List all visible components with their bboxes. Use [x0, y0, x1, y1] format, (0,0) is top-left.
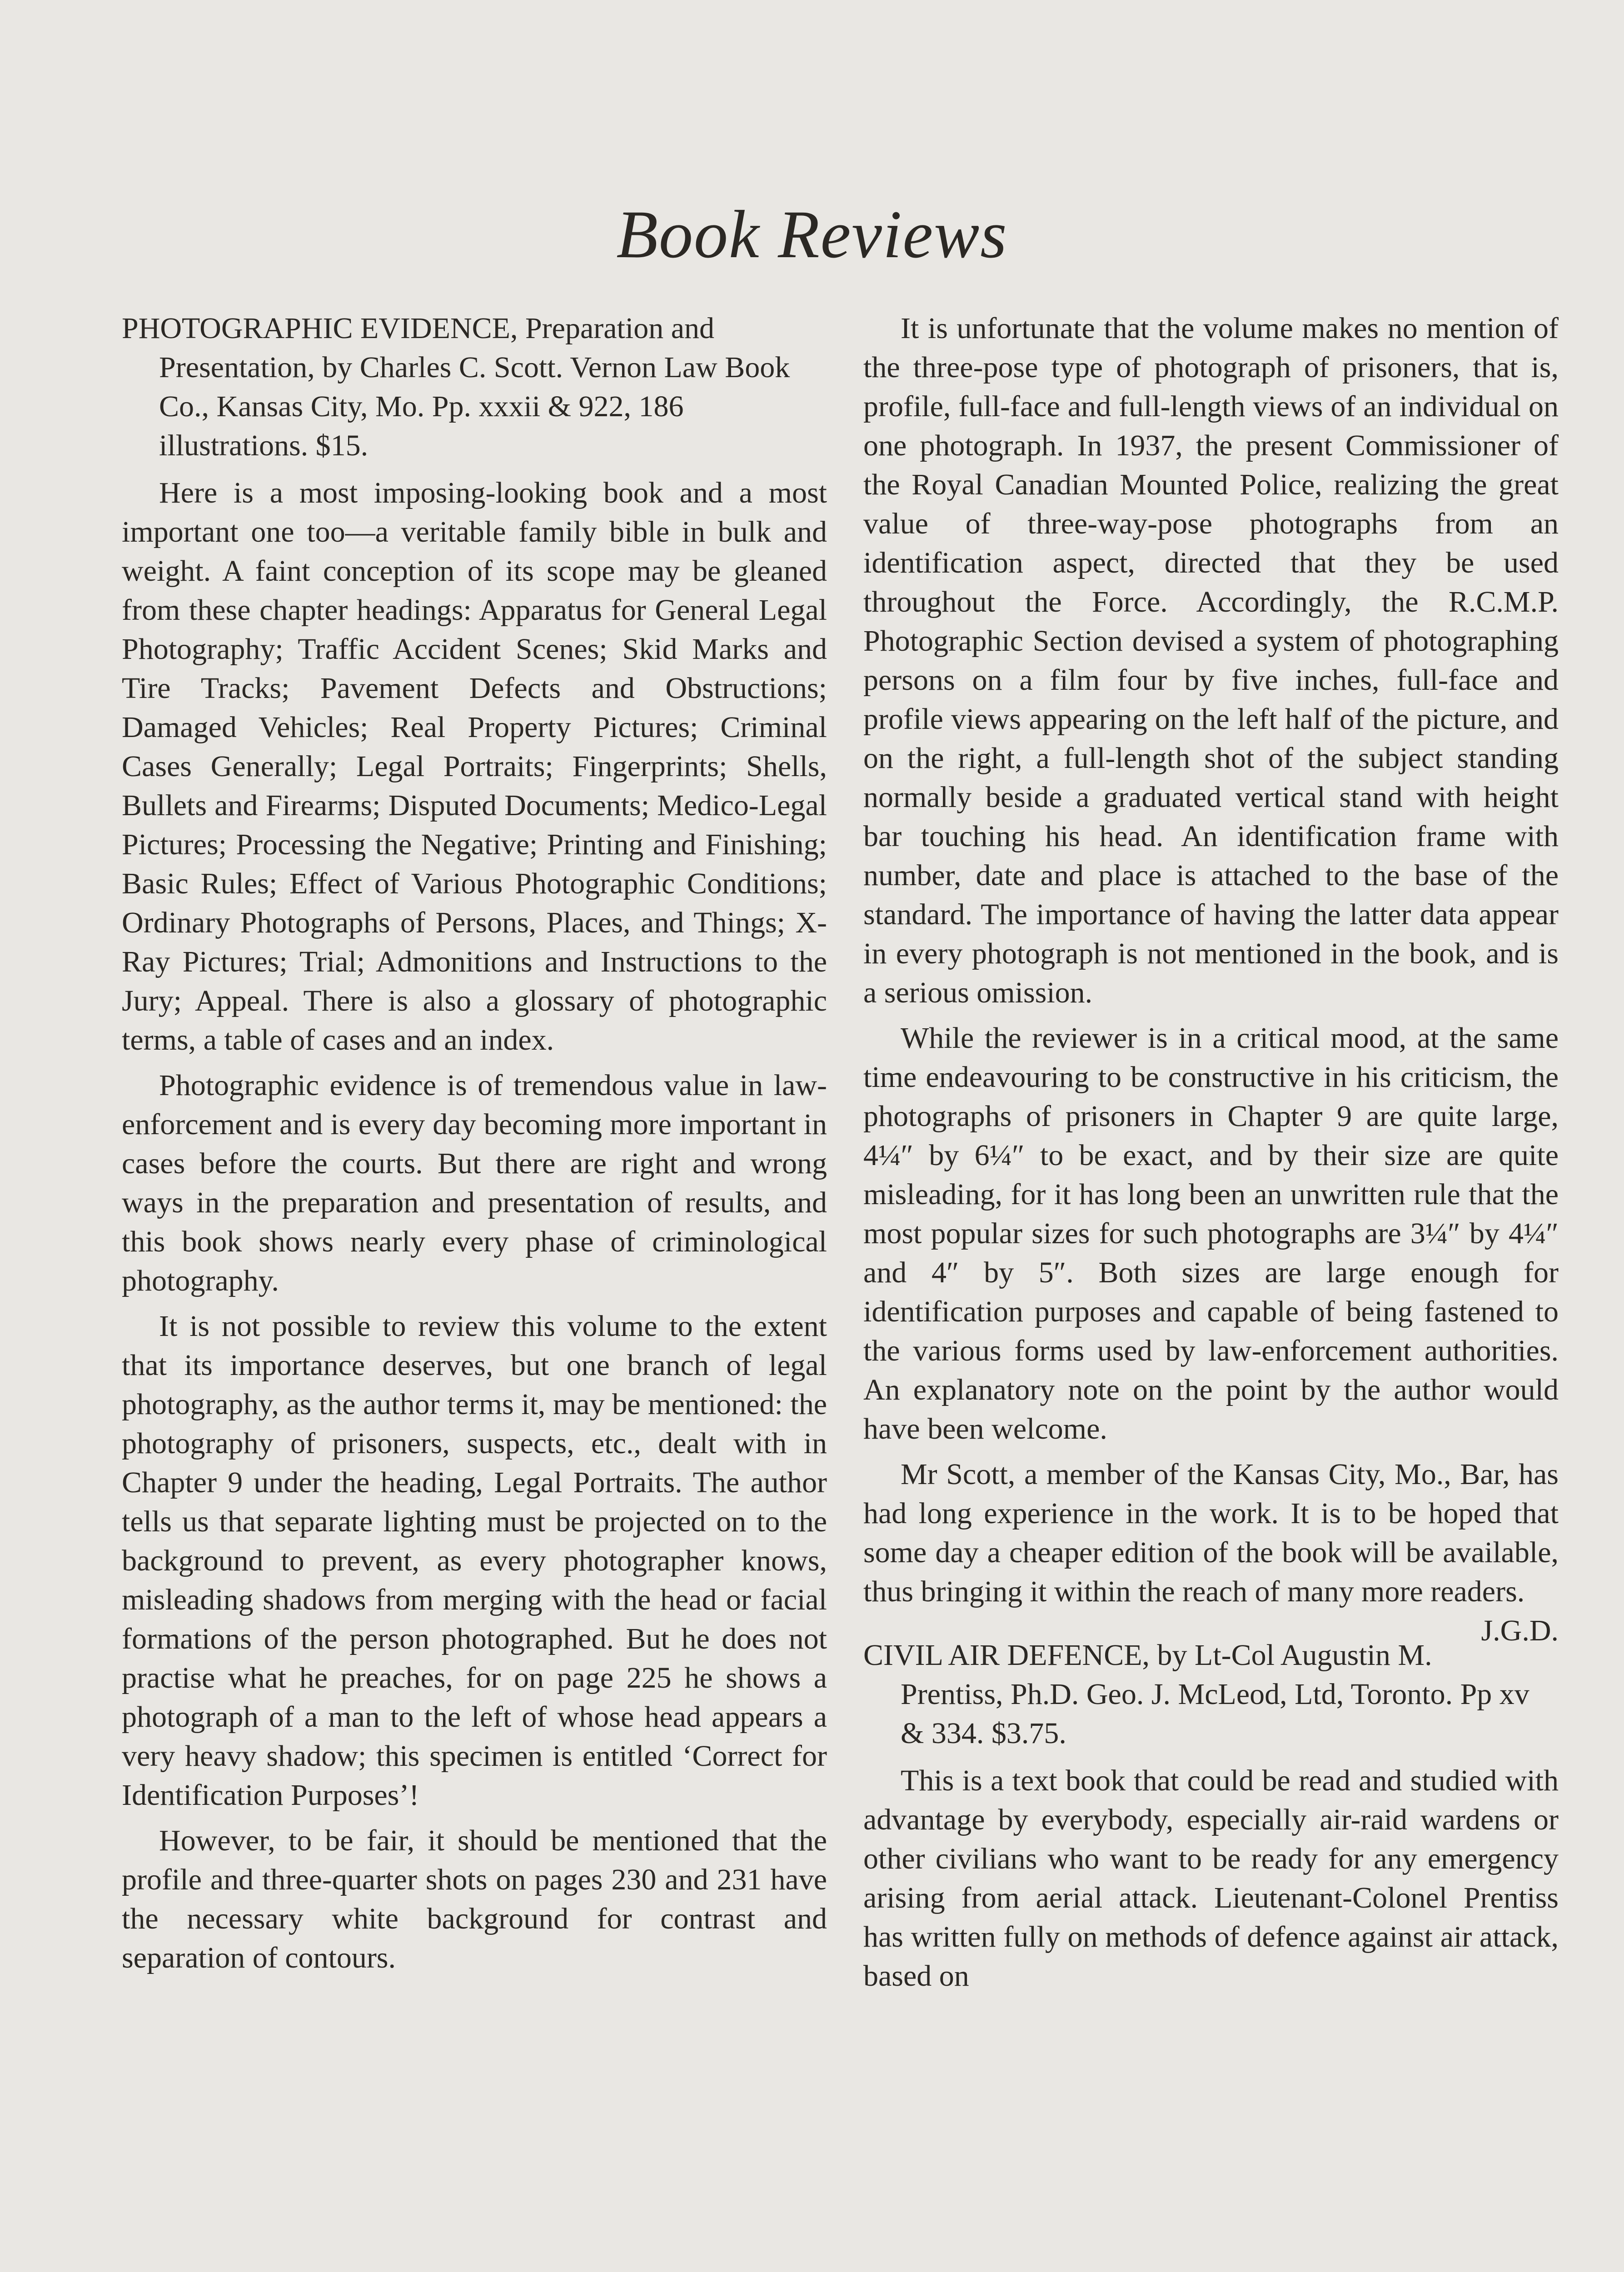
- review-entry-heading: CIVIL AIR DEFENCE, by Lt-Col Augustin M. Prentiss, Ph.D. Geo. J. McLeod, Ltd, Toronto. Pp xv & 334. $3.75.: [863, 1639, 1529, 1750]
- review-paragraph-final: [863, 1455, 1559, 1647]
- review-paragraph: However, to be fair, it should be mentioned that the profile and three-quarter shots on pages 230 and 231 have the necessary white background for contrast and separation of contours.: [122, 1824, 827, 1974]
- review-paragraph: Here is a most imposing-looking book and a most important one too—a veritable family bible in bulk and weight. A faint conception of its scope may be gleaned from these chapter headings: Apparatus for General Legal Photography; Traffic Accident Scenes; Skid Marks and Tire Tracks; Pavement Defects and Obstructions; Damaged Vehicles; Real Property Pictures; Criminal Cases Generally; Legal Portraits; Fingerprints; Shells, Bullets and Firearms; Disputed Documents; Medico-Legal Pictures; Processing the Negative; Printing and Finishing; Basic Rules; Effect of Various Photographic Conditions; Ordinary Photographs of Persons, Places, and Things; X-Ray Pictures; Trial; Admonitions and Instructions to the Jury; Appeal. There is also a glossary of photographic terms, a table of cases and an index.: [122, 476, 827, 1056]
- review-paragraph: Photographic evidence is of tremendous value in law-enforcement and is every day becoming more important in cases before the courts. But there are right and wrong ways in the preparation and presentation of results, and this book shows nearly every phase of criminological photography.: [122, 1069, 827, 1297]
- reviewer-signature: J.G.D.: [1481, 1614, 1559, 1647]
- review-entry-heading: PHOTOGRAPHIC EVIDENCE, Preparation and Presentation, by Charles C. Scott. Vernon Law Book Co., Kansas City, Mo. Pp. xxxii & 922, 186 illustrations. $15.: [122, 312, 790, 462]
- left-column: [122, 309, 827, 1984]
- review-paragraph: It is unfortunate that the volume makes no mention of the three-pose type of photograph of prisoners, that is, profile, full-face and full-length views of an individual on one photograph. In 1937, the present Commissioner of the Royal Canadian Mounted Police, realizing the great value of three-way-pose photographs from an identification aspect, directed that they be used throughout the Force. Accordingly, the R.C.M.P. Photographic Section devised a system of photographing persons on a film four by five inches, full-face and profile views appearing on the left half of the picture, and on the right, a full-length shot of the subject standing normally beside a graduated vertical stand with height bar touching his head. An identification frame with number, date and place is attached to the base of the standard. The importance of having the latter data appear in every photograph is not mentioned in the book, and is a serious omission.: [863, 312, 1559, 1009]
- review-paragraph-text: Mr Scott, a member of the Kansas City, Mo., Bar, has had long experience in the work. It is to be hoped that some day a cheaper edition of the book will be available, thus bringing it within the reach of many more readers.: [863, 1458, 1559, 1608]
- page-title: Book Reviews: [616, 197, 1008, 272]
- review-paragraph: This is a text book that could be read and studied with advantage by everybody, especially air-raid wardens or other civilians who want to be ready for any emergency arising from aerial attack. Lieutenant-Colonel Prentiss has written fully on methods of defence against air attack, based on: [863, 1764, 1559, 1993]
- review-paragraph: While the reviewer is in a critical mood, at the same time endeavouring to be constructive in his criticism, the photographs of prisoners in Chapter 9 are quite large, 4¼″ by 6¼″ to be exact, and by their size are quite misleading, for it has long been an unwritten rule that the most popular sizes for such photographs are 3¼″ by 4¼″ and 4″ by 5″. Both sizes are large enough for identification purposes and capable of being fastened to the various forms used by law-enforcement authorities. An explanatory note on the point by the author would have been welcome.: [863, 1021, 1559, 1445]
- right-column: [863, 309, 1559, 2002]
- review-paragraph: It is not possible to review this volume to the extent that its importance deserves, but one branch of legal photography, as the author terms it, may be mentioned: the photography of prisoners, suspects, etc., dealt with in Chapter 9 under the heading, Legal Portraits. The author tells us that separate lighting must be projected on to the background to prevent, as every photographer knows, misleading shadows from merging with the head or facial formations of the person photographed. But he does not practise what he preaches, for on page 225 he shows a photograph of a man to the left of whose head appears a very heavy shadow; this specimen is entitled ‘Correct for Identification Purposes’!: [122, 1310, 827, 1812]
